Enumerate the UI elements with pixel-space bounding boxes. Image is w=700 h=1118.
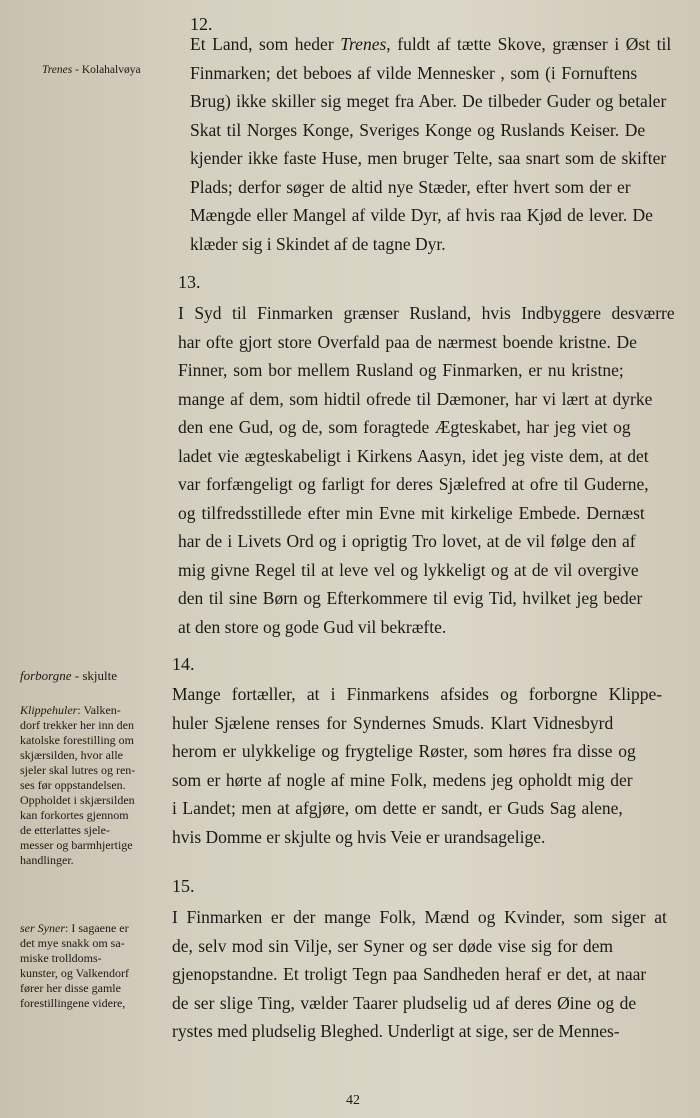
gloss-term: forborgne <box>20 668 72 683</box>
gloss-line: kunster, og Valkendorf <box>20 966 129 980</box>
text-line: mange af dem, som hidtil ofrede til Dæmoner, har vi lært at dyrke <box>178 388 653 409</box>
gloss-term: Trenes <box>42 64 73 76</box>
section-number-15: 15. <box>172 876 195 896</box>
gloss-term: Klippehuler <box>20 703 78 717</box>
text-line: Mængde eller Mangel af vilde Dyr, af hvis raa Kjød de lever. De <box>190 205 653 225</box>
gloss-line: miske trolldoms- <box>20 951 102 965</box>
text-line: Mange fortæller, at i Finmarkens afsides og forborgne Klippe- <box>172 684 663 704</box>
section-12-text <box>190 30 671 258</box>
gloss-line: det mye snakk om sa- <box>20 936 125 950</box>
text-line: Plads; derfor søger de altid nye Stæder, efter hvert som der er <box>190 176 631 197</box>
gloss-syner <box>20 921 129 1011</box>
gloss-line: katolske forestilling om <box>20 733 134 747</box>
text-line: den til sine Børn og Efterkommere til evig Tid, hvilket jeg beder <box>178 588 643 608</box>
gloss-line: ses før oppstandelsen. <box>20 778 126 792</box>
text-line: Finner, som bor mellem Rusland og Finmarken, er nu kristne; <box>178 360 624 380</box>
page-number: 42 <box>346 1093 360 1108</box>
text-line: Skat til Norges Konge, Sveriges Konge og Ruslands Keiser. De <box>190 119 646 140</box>
section-15-text <box>172 903 667 1046</box>
section-number-12: 12. <box>190 14 213 34</box>
section-14-text <box>172 680 662 851</box>
gloss-line: Oppholdet i skjærsilden <box>20 793 135 807</box>
text-line: og tilfredsstillede efter min Evne mit kirkelige Embede. Dernæst <box>178 502 645 523</box>
text-line: i Landet; men at afgjøre, om dette er sandt, er Guds Sag alene, <box>172 798 623 818</box>
text-line: huler Sjælene renses for Syndernes Smuds. Klart Vidnesbyrd <box>172 712 614 733</box>
gloss-term: ser Syner <box>20 921 65 935</box>
section-13-text <box>178 299 675 641</box>
text-line: kjender ikke faste Huse, men bruger Telte, saa snart som de skifter <box>190 148 667 168</box>
text-line: som er hørte af nogle af mine Folk, medens jeg opholdt mig der <box>172 769 633 790</box>
gloss-line: messer og barmhjertige <box>20 838 133 852</box>
text-line: hvis Domme er skjulte og hvis Veie er urandsagelige. <box>172 826 546 847</box>
gloss-line: handlinger. <box>20 853 74 867</box>
gloss-definition: - skjulte <box>71 668 118 683</box>
text-line: gjenopstandne. Et troligt Tegn paa Sandheden heraf er det, at naar <box>172 964 647 984</box>
text-line: de ser slige Ting, vælder Taarer pludselig ud af deres Øine og de <box>172 992 637 1013</box>
text-line: mig givne Regel til at leve vel og lykkeligt og at de vil overgive <box>178 559 639 580</box>
text-line: har ofte gjort store Overfald paa de nærmest boende kristne. De <box>178 331 637 352</box>
text-line: herom er ulykkelige og frygtelige Røster, som høres fra disse og <box>172 741 636 761</box>
gloss-line: de etterlattes sjele- <box>20 823 110 837</box>
text-line: ladet vie ægteskabeligt i Kirkens Aasyn, idet jeg viste dem, at det <box>178 445 649 466</box>
gloss-line: forestillingene videre, <box>20 996 126 1010</box>
text-line: at den store og gode Gud vil bekræfte. <box>178 616 447 637</box>
text-line: har de i Livets Ord og i oprigtig Tro lovet, at de vil følge den af <box>178 531 636 551</box>
text-line: I Syd til Finmarken grænser Rusland, hvis Indbyggere desværre <box>178 303 675 323</box>
section-number-14: 14. <box>172 654 195 674</box>
text-line: Brug) ikke skiller sig meget fra Aber. De tilbeder Guder og betaler <box>190 91 667 111</box>
gloss-text: : Valken- <box>77 703 121 717</box>
gloss-line: kan forkortes gjennom <box>20 808 129 822</box>
gloss-text: : I sagaene er <box>65 921 129 935</box>
text-line: klæder sig i Skindet af de tagne Dyr. <box>190 233 446 254</box>
gloss-line: skjærsilden, hvor alle <box>20 748 123 762</box>
gloss-definition: - Kolahalvøya <box>72 64 141 76</box>
gloss-line: dorf trekker her inn den <box>20 718 134 732</box>
text-line: Finmarken; det beboes af vilde Mennesker , som (i Fornuftens <box>190 62 638 83</box>
text-line: I Finmarken er der mange Folk, Mænd og Kvinder, som siger at <box>172 907 667 927</box>
text-line: rystes med pludselig Bleghed. Underligt at sige, ser de Mennes- <box>172 1021 620 1041</box>
text-line: Et Land, som heder Trenes, fuldt af tætte Skove, grænser i Øst til <box>190 34 672 54</box>
gloss-trenes <box>42 63 141 78</box>
gloss-forborgne <box>20 668 117 683</box>
text-line: de, selv mod sin Vilje, ser Syner og ser døde vise sig for dem <box>172 935 613 956</box>
text-line: var forfængeligt og farligt for deres Sjælefred at ofre til Guderne, <box>178 474 649 494</box>
text-line: den ene Gud, og de, som foragtede Ægteskabet, har jeg viet og <box>178 417 631 437</box>
section-number-13: 13. <box>178 272 201 292</box>
gloss-line: fører her disse gamle <box>20 981 121 995</box>
gloss-line: sjeler skal lutres og ren- <box>20 763 136 777</box>
gloss-klippehuler <box>20 703 135 868</box>
